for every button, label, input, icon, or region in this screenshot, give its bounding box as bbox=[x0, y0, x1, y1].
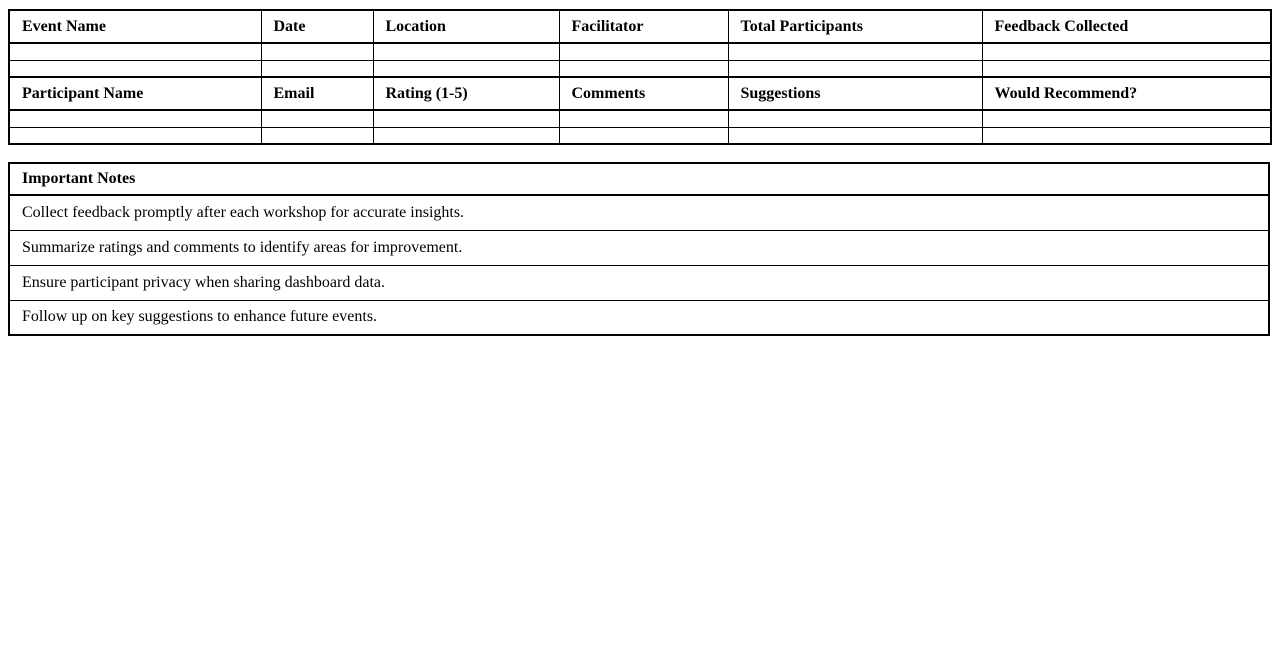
participant-name-cell[interactable] bbox=[9, 127, 261, 144]
feedback-collected-cell[interactable] bbox=[982, 60, 1271, 77]
note-text: Collect feedback promptly after each workshop for accurate insights. bbox=[9, 195, 1269, 230]
date-cell[interactable] bbox=[261, 60, 373, 77]
location-cell[interactable] bbox=[373, 60, 559, 77]
facilitator-cell[interactable] bbox=[559, 60, 728, 77]
comments-cell[interactable] bbox=[559, 110, 728, 127]
important-notes-table bbox=[8, 162, 1270, 336]
rating-cell[interactable] bbox=[373, 110, 559, 127]
suggestions-cell[interactable] bbox=[728, 110, 982, 127]
suggestions-cell[interactable] bbox=[728, 127, 982, 144]
total-participants-cell[interactable] bbox=[728, 60, 982, 77]
event-entry-row bbox=[9, 60, 1271, 77]
email-cell[interactable] bbox=[261, 110, 373, 127]
important-notes-title: Important Notes bbox=[9, 163, 1269, 195]
total-participants-cell[interactable] bbox=[728, 43, 982, 60]
participant-entry-row bbox=[9, 127, 1271, 144]
column-header-facilitator: Facilitator bbox=[559, 10, 728, 43]
note-row bbox=[9, 230, 1269, 265]
column-header-suggestions: Suggestions bbox=[728, 77, 982, 110]
rating-cell[interactable] bbox=[373, 127, 559, 144]
note-row bbox=[9, 195, 1269, 230]
email-cell[interactable] bbox=[261, 127, 373, 144]
column-header-rating: Rating (1-5) bbox=[373, 77, 559, 110]
facilitator-cell[interactable] bbox=[559, 43, 728, 60]
note-row bbox=[9, 265, 1269, 300]
column-header-would-recommend: Would Recommend? bbox=[982, 77, 1271, 110]
event-name-cell[interactable] bbox=[9, 43, 261, 60]
event-header-row bbox=[9, 10, 1271, 43]
participant-header-row bbox=[9, 77, 1271, 110]
column-header-location: Location bbox=[373, 10, 559, 43]
participant-name-cell[interactable] bbox=[9, 110, 261, 127]
column-header-participant-name: Participant Name bbox=[9, 77, 261, 110]
note-text: Follow up on key suggestions to enhance future events. bbox=[9, 300, 1269, 335]
note-text: Summarize ratings and comments to identify areas for improvement. bbox=[9, 230, 1269, 265]
column-header-comments: Comments bbox=[559, 77, 728, 110]
column-header-feedback-collected: Feedback Collected bbox=[982, 10, 1271, 43]
column-header-event-name: Event Name bbox=[9, 10, 261, 43]
important-notes-header-row bbox=[9, 163, 1269, 195]
column-header-total-participants: Total Participants bbox=[728, 10, 982, 43]
event-name-cell[interactable] bbox=[9, 60, 261, 77]
comments-cell[interactable] bbox=[559, 127, 728, 144]
event-feedback-template-table bbox=[8, 9, 1272, 145]
note-text: Ensure participant privacy when sharing dashboard data. bbox=[9, 265, 1269, 300]
participant-entry-row bbox=[9, 110, 1271, 127]
event-entry-row bbox=[9, 43, 1271, 60]
note-row bbox=[9, 300, 1269, 335]
location-cell[interactable] bbox=[373, 43, 559, 60]
feedback-collected-cell[interactable] bbox=[982, 43, 1271, 60]
column-header-email: Email bbox=[261, 77, 373, 110]
would-recommend-cell[interactable] bbox=[982, 110, 1271, 127]
column-header-date: Date bbox=[261, 10, 373, 43]
would-recommend-cell[interactable] bbox=[982, 127, 1271, 144]
date-cell[interactable] bbox=[261, 43, 373, 60]
